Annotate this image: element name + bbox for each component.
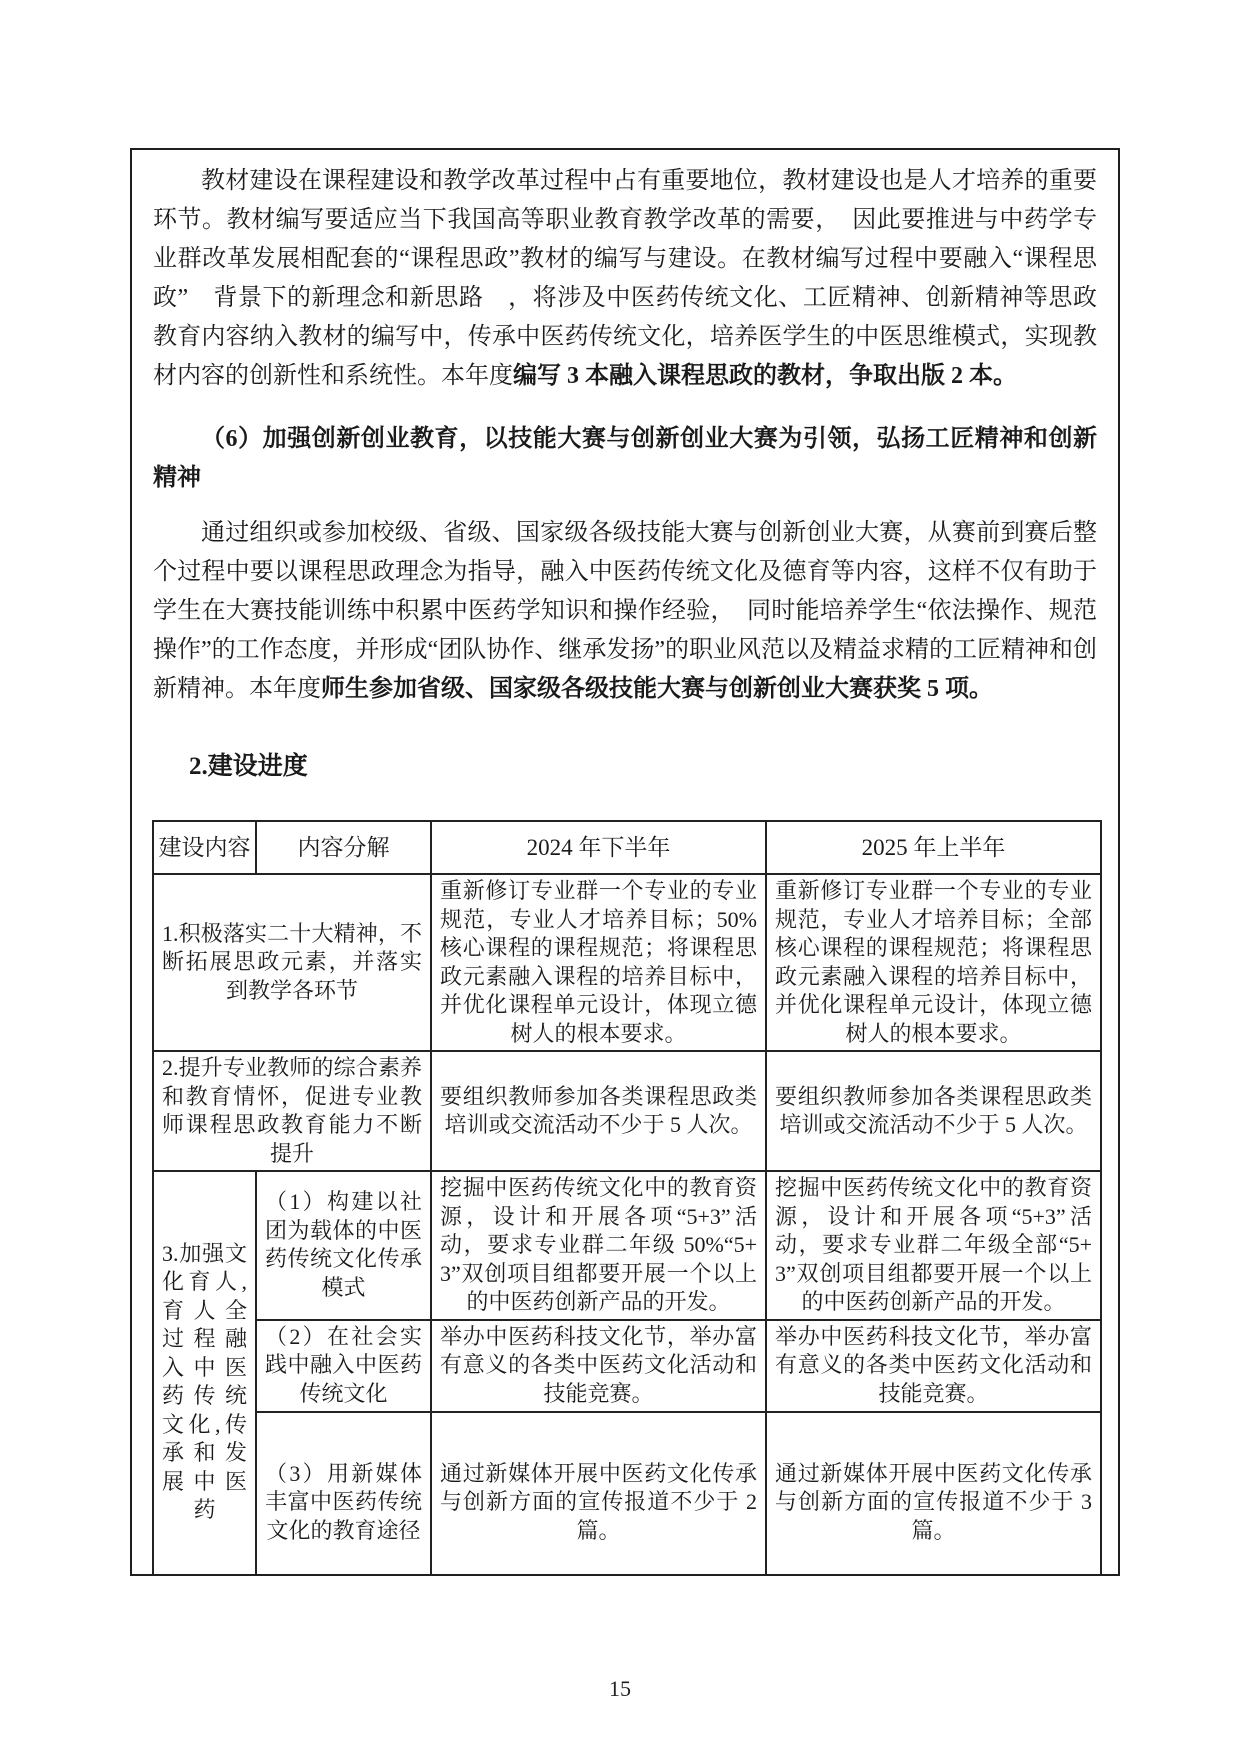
row3-sub2-2024-cell: 举办中医药科技文化节，举办富有意义的各类中医药文化活动和技能竞赛。 bbox=[431, 1320, 766, 1412]
row1-2025-cell: 重新修订专业群一个专业的专业规范，专业人才培养目标；全部核心课程的课程规范；将课程思政元素融入课程的培养目标中，并优化课程单元设计，体现立德树人的根本要求。 bbox=[766, 874, 1101, 1051]
bold-text-run: 师生参加省级、国家级各级技能大赛与创新创业大赛获奖 5 项。 bbox=[321, 676, 993, 702]
paragraph-competition-education bbox=[153, 514, 1097, 709]
table-row bbox=[153, 1412, 1101, 1577]
heading-item-6: （6）加强创新创业教育，以技能大赛与创新创业大赛为引领，弘扬工匠精神和创新精神 bbox=[153, 426, 1097, 491]
row3-sub1-2024-cell: 挖掘中医药传统文化中的教育资源，设计和开展各项“5+3”活动，要求专业群二年级 50%“5+3”双创项目组都要开展一个以上的中医药创新产品的开发。 bbox=[431, 1171, 766, 1320]
table-row bbox=[153, 874, 1101, 1051]
row3-sub3-label-cell: （3）用新媒体丰富中医药传统文化的教育途径 bbox=[256, 1412, 431, 1577]
row3-sub2-label-cell: （2）在社会实践中融入中医药传统文化 bbox=[256, 1320, 431, 1412]
row3-sub3-2024-cell: 通过新媒体开展中医药文化传承与创新方面的宣传报道不少于 2 篇。 bbox=[431, 1412, 766, 1577]
table-row bbox=[153, 1171, 1101, 1320]
table-row bbox=[153, 1051, 1101, 1171]
row3-title-cell: 3.加强文化育人,育人全过程融入中医药传统文化,传承和发展中医药 bbox=[153, 1171, 256, 1576]
section-heading-construction-progress: 2.建设进度 bbox=[189, 753, 308, 780]
row1-2024-cell: 重新修订专业群一个专业的专业规范，专业人才培养目标；50%核心课程的课程规范；将课程思政元素融入课程的培养目标中，并优化课程单元设计，体现立德树人的根本要求。 bbox=[431, 874, 766, 1051]
column-header-2024-h2: 2024 年下半年 bbox=[431, 821, 766, 874]
progress-table bbox=[152, 820, 1102, 1576]
text-run: 教材建设在课程建设和教学改革过程中占有重要地位，教材建设也是人才培养的重要环节。教材编写要适应当下我国高等职业教育教学改革的需要， 因此要推进与中药学专业群改革发展相配套的“课程思政”教材的编写与建设。在教材编写过程中要融入“课程思政” 背景下的新理念和新思路 ，将涉及中医药传统文化、工匠精神、创新精神等思政教育内容纳入教材的编写中，传承中医药传统文化，培养医学生的中医思维模式，实现教材内容的创新性和系统性。本年度 bbox=[153, 168, 1097, 389]
column-header-construction-content: 建设内容 bbox=[153, 821, 256, 874]
column-header-content-breakdown: 内容分解 bbox=[256, 821, 431, 874]
bold-text-run: 编写 3 本融入课程思政的教材，争取出版 2 本。 bbox=[513, 363, 1017, 389]
row3-sub1-label-cell: （1）构建以社团为载体的中医药传统文化传承模式 bbox=[256, 1171, 431, 1320]
table-header-row bbox=[153, 821, 1101, 874]
table-row bbox=[153, 1320, 1101, 1412]
column-header-2025-h1: 2025 年上半年 bbox=[766, 821, 1101, 874]
text-run: 通过组织或参加校级、省级、国家级各级技能大赛与创新创业大赛，从赛前到赛后整个过程中要以课程思政理念为指导，融入中医药传统文化及德育等内容，这样不仅有助于学生在大赛技能训练中积累中医药学知识和操作经验， 同时能培养学生“依法操作、规范操作”的工作态度，并形成“团队协作、继承发扬”的职业风范以及精益求精的工匠精神和创新精神。本年度 bbox=[153, 520, 1097, 702]
row2-2025-cell: 要组织教师参加各类课程思政类培训或交流活动不少于 5 人次。 bbox=[766, 1051, 1101, 1171]
page-border-frame bbox=[130, 148, 1120, 1576]
row3-sub3-2025-cell: 通过新媒体开展中医药文化传承与创新方面的宣传报道不少于 3 篇。 bbox=[766, 1412, 1101, 1577]
row2-title-cell: 2.提升专业教师的综合素养和教育情怀，促进专业教师课程思政教育能力不断提升 bbox=[153, 1051, 431, 1171]
page-number: 15 bbox=[609, 1676, 631, 1701]
row3-sub1-2025-cell: 挖掘中医药传统文化中的教育资源，设计和开展各项“5+3”活动，要求专业群二年级全部“5+3”双创项目组都要开展一个以上的中医药创新产品的开发。 bbox=[766, 1171, 1101, 1320]
row3-sub2-2025-cell: 举办中医药科技文化节，举办富有意义的各类中医药文化活动和技能竞赛。 bbox=[766, 1320, 1101, 1412]
paragraph-textbook-construction bbox=[153, 162, 1097, 396]
row2-2024-cell: 要组织教师参加各类课程思政类培训或交流活动不少于 5 人次。 bbox=[431, 1051, 766, 1171]
row1-title-cell: 1.积极落实二十大精神，不断拓展思政元素，并落实到教学各环节 bbox=[153, 874, 431, 1051]
